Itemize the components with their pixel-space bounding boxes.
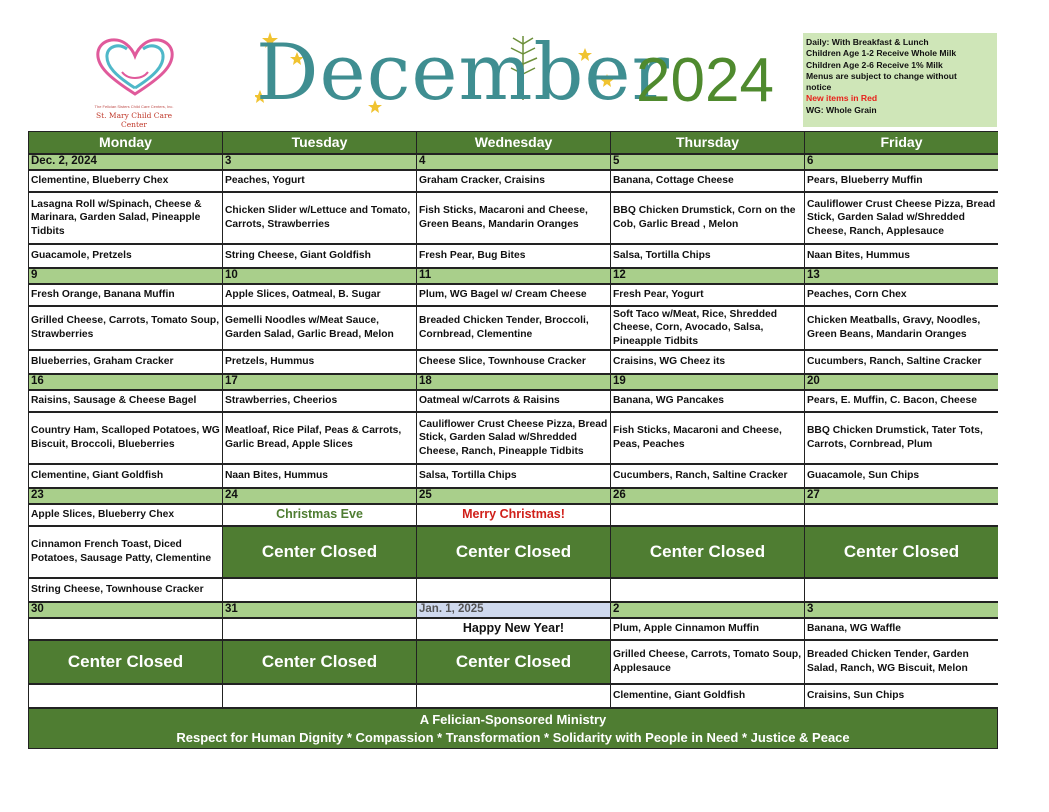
empty-cell [223, 685, 416, 707]
menu-item: Chicken Meatballs, Gravy, Noodles, Green Beans, Mandarin Oranges [805, 307, 998, 349]
logo-org-name: The Felician Sisters Child Care Centers, Inc. [94, 104, 174, 109]
menu-item: Guacamole, Sun Chips [805, 465, 998, 487]
center-closed-cell: Center Closed [611, 527, 804, 577]
date-cell: 17 [223, 375, 416, 389]
date-cell: 4 [417, 155, 610, 169]
menu-item: Cauliflower Crust Cheese Pizza, Bread Stick, Garden Salad w/Shredded Cheese, Ranch, Pineapple Tidbits [417, 413, 610, 463]
menu-item: Cheese Slice, Townhouse Cracker [417, 351, 610, 373]
center-closed-cell: Center Closed [223, 641, 416, 683]
holiday-note: Merry Christmas! [417, 505, 610, 525]
date-cell: 12 [611, 269, 804, 283]
menu-item: Pretzels, Hummus [223, 351, 416, 373]
menu-item: Banana, WG Waffle [805, 619, 998, 639]
menu-item: Peaches, Yogurt [223, 171, 416, 191]
menu-item: Salsa, Tortilla Chips [611, 245, 804, 267]
menu-item: Naan Bites, Hummus [805, 245, 998, 267]
center-logo [82, 32, 186, 129]
menu-item: Strawberries, Cheerios [223, 391, 416, 411]
menu-item: Country Ham, Scalloped Potatoes, WG Biscuit, Broccoli, Blueberries [29, 413, 222, 463]
date-cell: 19 [611, 375, 804, 389]
year-title: 2024 [636, 46, 774, 115]
menu-item: Grilled Cheese, Carrots, Tomato Soup, Strawberries [29, 307, 222, 349]
day-header-wednesday: Wednesday [417, 132, 610, 153]
menu-item: Plum, Apple Cinnamon Muffin [611, 619, 804, 639]
center-closed-cell: Center Closed [805, 527, 998, 577]
menu-item: Breaded Chicken Tender, Garden Salad, Ranch, WG Biscuit, Melon [805, 641, 998, 683]
menu-item: String Cheese, Townhouse Cracker [29, 579, 222, 601]
footer-values-line: Respect for Human Dignity * Compassion * Transformation * Solidarity with People in Need * Justice & Peace [176, 729, 850, 745]
menu-item: Plum, WG Bagel w/ Cream Cheese [417, 285, 610, 305]
empty-cell [29, 685, 222, 707]
hearts-logo-icon [92, 32, 178, 102]
date-cell: 18 [417, 375, 610, 389]
menu-item: Craisins, WG Cheez its [611, 351, 804, 373]
menu-item: Raisins, Sausage & Cheese Bagel [29, 391, 222, 411]
menu-item: Oatmeal w/Carrots & Raisins [417, 391, 610, 411]
menu-item: Grilled Cheese, Carrots, Tomato Soup, Applesauce [611, 641, 804, 683]
holiday-note: Happy New Year! [417, 619, 610, 639]
menu-item: Soft Taco w/Meat, Rice, Shredded Cheese, Corn, Avocado, Salsa, Pineapple Tidbits [611, 307, 804, 349]
month-title: December [256, 28, 670, 118]
empty-cell [223, 619, 416, 639]
date-cell: Jan. 1, 2025 [417, 603, 610, 617]
menu-item: Fresh Pear, Yogurt [611, 285, 804, 305]
empty-cell [417, 579, 610, 601]
date-cell: 16 [29, 375, 222, 389]
menu-item: Graham Cracker, Craisins [417, 171, 610, 191]
info-line: Daily: With Breakfast & Lunch [806, 37, 929, 47]
menu-item: Clementine, Giant Goldfish [611, 685, 804, 707]
date-cell: 27 [805, 489, 998, 503]
day-header-monday: Monday [29, 132, 222, 153]
center-closed-cell: Center Closed [223, 527, 416, 577]
date-cell: 30 [29, 603, 222, 617]
menu-item: Fish Sticks, Macaroni and Cheese, Peas, Peaches [611, 413, 804, 463]
info-line-new-items: New items in Red [806, 93, 878, 104]
menu-item: Naan Bites, Hummus [223, 465, 416, 487]
date-cell: Dec. 2, 2024 [29, 155, 222, 169]
menu-item: Banana, Cottage Cheese [611, 171, 804, 191]
center-closed-cell: Center Closed [417, 641, 610, 683]
day-header-tuesday: Tuesday [223, 132, 416, 153]
menu-item: Breaded Chicken Tender, Broccoli, Cornbread, Clementine [417, 307, 610, 349]
empty-cell [417, 685, 610, 707]
menu-item: Fish Sticks, Macaroni and Cheese, Green Beans, Mandarin Oranges [417, 193, 610, 243]
date-cell: 5 [611, 155, 804, 169]
menu-item: Lasagna Roll w/Spinach, Cheese & Marinara, Garden Salad, Pineapple Tidbits [29, 193, 222, 243]
info-line: WG: Whole Grain [806, 104, 877, 115]
date-cell: 11 [417, 269, 610, 283]
menu-info-box [803, 33, 997, 127]
menu-item: String Cheese, Giant Goldfish [223, 245, 416, 267]
menu-item: Cucumbers, Ranch, Saltine Cracker [611, 465, 804, 487]
menu-item: Apple Slices, Blueberry Chex [29, 505, 222, 525]
day-header-friday: Friday [805, 132, 998, 153]
menu-item: Peaches, Corn Chex [805, 285, 998, 305]
menu-item: Meatloaf, Rice Pilaf, Peas & Carrots, Garlic Bread, Apple Slices [223, 413, 416, 463]
menu-item: Cinnamon French Toast, Diced Potatoes, Sausage Patty, Clementine [29, 527, 222, 577]
date-cell: 10 [223, 269, 416, 283]
date-cell: 23 [29, 489, 222, 503]
date-cell: 25 [417, 489, 610, 503]
empty-cell [805, 579, 998, 601]
date-cell: 31 [223, 603, 416, 617]
info-line: Children Age 2-6 Receive 1% Milk [806, 59, 943, 70]
menu-item: Cauliflower Crust Cheese Pizza, Bread Stick, Garden Salad w/Shredded Cheese, Ranch, Applesauce [805, 193, 998, 243]
empty-cell [611, 579, 804, 601]
menu-item: Gemelli Noodles w/Meat Sauce, Garden Salad, Garlic Bread, Melon [223, 307, 416, 349]
menu-item: Fresh Orange, Banana Muffin [29, 285, 222, 305]
menu-item: Pears, Blueberry Muffin [805, 171, 998, 191]
menu-item: Guacamole, Pretzels [29, 245, 222, 267]
menu-item: Banana, WG Pancakes [611, 391, 804, 411]
date-cell: 26 [611, 489, 804, 503]
date-cell: 24 [223, 489, 416, 503]
footer-banner [29, 709, 997, 748]
date-cell: 3 [223, 155, 416, 169]
menu-item: Pears, E. Muffin, C. Bacon, Cheese [805, 391, 998, 411]
menu-item: Cucumbers, Ranch, Saltine Cracker [805, 351, 998, 373]
date-cell: 20 [805, 375, 998, 389]
logo-center-name: St. Mary Child Care Center [95, 111, 173, 129]
empty-cell [611, 505, 804, 525]
info-line: notice [806, 82, 832, 93]
date-cell: 6 [805, 155, 998, 169]
date-cell: 13 [805, 269, 998, 283]
holiday-note: Christmas Eve [223, 505, 416, 525]
menu-item: BBQ Chicken Drumstick, Corn on the Cob, Garlic Bread , Melon [611, 193, 804, 243]
menu-calendar-grid [28, 131, 998, 749]
menu-item: Craisins, Sun Chips [805, 685, 998, 707]
date-cell: 2 [611, 603, 804, 617]
menu-item: Blueberries, Graham Cracker [29, 351, 222, 373]
empty-cell [223, 579, 416, 601]
info-line: Children Age 1-2 Receive Whole Milk [806, 48, 957, 59]
menu-item: Clementine, Giant Goldfish [29, 465, 222, 487]
menu-item: Apple Slices, Oatmeal, B. Sugar [223, 285, 416, 305]
center-closed-cell: Center Closed [29, 641, 222, 683]
menu-item: Salsa, Tortilla Chips [417, 465, 610, 487]
info-line: Menus are subject to change without [806, 70, 957, 81]
menu-item: Clementine, Blueberry Chex [29, 171, 222, 191]
menu-item: BBQ Chicken Drumstick, Tater Tots, Carrots, Cornbread, Plum [805, 413, 998, 463]
footer-ministry-line: A Felician-Sponsored Ministry [419, 711, 607, 727]
day-header-thursday: Thursday [611, 132, 804, 153]
center-closed-cell: Center Closed [417, 527, 610, 577]
menu-item: Fresh Pear, Bug Bites [417, 245, 610, 267]
menu-item: Chicken Slider w/Lettuce and Tomato, Carrots, Strawberries [223, 193, 416, 243]
empty-cell [805, 505, 998, 525]
date-cell: 9 [29, 269, 222, 283]
empty-cell [29, 619, 222, 639]
date-cell: 3 [805, 603, 998, 617]
